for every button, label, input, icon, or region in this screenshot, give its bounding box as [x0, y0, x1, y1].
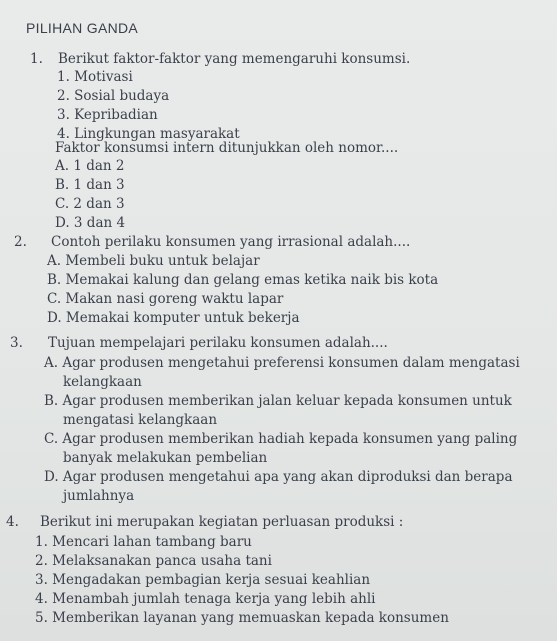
option-c: C. Agar produsen memberikan hadiah kepada konsumen yang paling banyak melakukan pembelian: [44, 431, 518, 466]
statement-item: 3. Kepribadian: [57, 107, 158, 123]
statement-item: 4. Lingkungan masyarakat: [57, 126, 240, 142]
option-b: B. Agar produsen memberikan jalan keluar kepada konsumen untuk mengatasi kelangkaan: [44, 393, 512, 428]
statement-list: [57, 68, 240, 144]
statement-item: 2. Sosial budaya: [57, 88, 170, 104]
statement-item: 2. Melaksanakan panca usaha tani: [35, 553, 272, 569]
question-number: 2.: [14, 234, 27, 250]
statement-item: 1. Motivasi: [57, 69, 133, 85]
option-d: D. Memakai komputer untuk bekerja: [47, 310, 300, 326]
statement-item: 3. Mengadakan pembagian kerja sesuai keahlian: [35, 572, 371, 588]
option-a: A. Membeli buku untuk belajar: [47, 253, 260, 269]
option-d: D. 3 dan 4: [55, 215, 126, 231]
question-prompt: Faktor konsumsi intern ditunjukkan oleh nomor....: [55, 140, 399, 156]
statement-item: 4. Menambah jumlah tenaga kerja yang lebih ahli: [35, 591, 376, 607]
question-stem: Berikut faktor-faktor yang memengaruhi konsumsi.: [58, 51, 411, 67]
statement-item: 1. Mencari lahan tambang baru: [35, 534, 252, 550]
question-number: 3.: [10, 335, 23, 351]
option-b: B. Memakai kalung dan gelang emas ketika naik bis kota: [47, 272, 439, 288]
option-list: [47, 252, 438, 328]
option-a: A. 1 dan 2: [55, 158, 125, 174]
statement-list: [35, 533, 449, 628]
option-d: D. Agar produsen mengetahui apa yang akan diproduksi dan berapa jumlahnya: [44, 469, 513, 504]
question-number: 1.: [30, 51, 43, 67]
option-b: B. 1 dan 3: [55, 177, 125, 193]
question-number: 4.: [6, 514, 19, 530]
option-a: A. Agar produsen mengetahui preferensi konsumen dalam mengatasi kelangkaan: [44, 355, 520, 390]
question-stem: Tujuan mempelajari perilaku konsumen adalah....: [48, 335, 388, 351]
option-list: [44, 354, 532, 506]
statement-item: 5. Memberikan layanan yang memuaskan kepada konsumen: [35, 610, 449, 626]
question-stem: Berikut ini merupakan kegiatan perluasan produksi :: [40, 514, 404, 530]
option-list: [55, 157, 125, 233]
question-stem: Contoh perilaku konsumen yang irrasional adalah....: [51, 234, 411, 250]
option-c: C. 2 dan 3: [55, 196, 125, 212]
option-c: C. Makan nasi goreng waktu lapar: [47, 291, 284, 307]
section-title: PILIHAN GANDA: [26, 20, 139, 36]
